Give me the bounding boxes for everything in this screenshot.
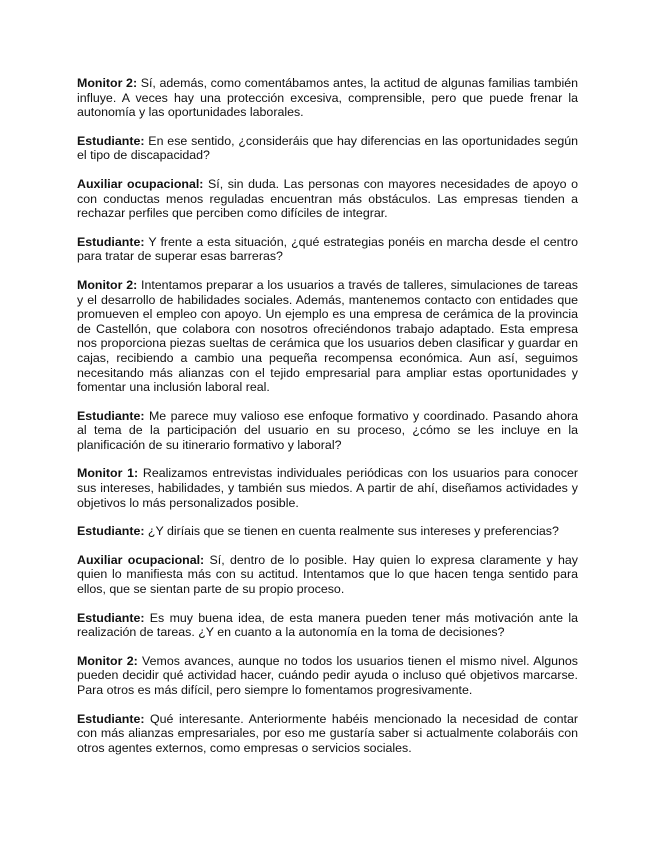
transcript-paragraph [77, 134, 578, 163]
speech-text: Sí, sin duda. Las personas con mayores necesidades de apoyo o con conductas menos reguladas encuentran más obstáculos. Las empresas tienden a rechazar perfiles que perciben como difíciles de integrar. [77, 176, 579, 221]
document-page [77, 76, 578, 769]
speaker-label: Monitor 2: [77, 653, 138, 668]
transcript-paragraph [77, 654, 578, 698]
transcript-paragraph [77, 177, 578, 221]
speech-text: Intentamos preparar a los usuarios a través de talleres, simulaciones de tareas y el desarrollo de habilidades sociales. Además, mantenemos contacto con entidades que promueven el empleo con apoyo. Un ejemplo es una empresa de cerámica de la provincia de Castellón, que colabora con nosotros ofreciéndonos trabajo adaptado. Esta empresa nos proporciona piezas sueltas de cerámica que los usuarios deben clasificar y guardar en cajas, recibiendo a cambio una pequeña recompensa económica. Aun así, seguimos necesitando más alianzas con el tejido empresarial para ampliar estas oportunidades y fomentar una inclusión laboral real. [77, 277, 578, 395]
speech-text: Sí, además, como comentábamos antes, la actitud de algunas familias también influye. A veces hay una protección excesiva, comprensible, pero que puede frenar la autonomía y las oportunidades laborales. [77, 76, 578, 120]
speech-text: Qué interesante. Anteriormente habéis mencionado la necesidad de contar con más alianzas empresariales, por eso me gustaría saber si actualmente colaboráis con otros agentes externos, como empresas o servicios sociales. [77, 711, 578, 755]
speech-text: ¿Y diríais que se tienen en cuenta realmente sus intereses y preferencias? [144, 524, 559, 539]
speech-text: Vemos avances, aunque no todos los usuarios tienen el mismo nivel. Algunos pueden decidir qué actividad hacer, cuándo pedir ayuda o incluso qué objetivos marcarse. Para otros es más difícil, pero siempre lo fomentamos progresivamente. [77, 653, 578, 697]
speaker-label: Estudiante: [77, 234, 145, 249]
speech-text: En ese sentido, ¿consideráis que hay diferencias en las oportunidades según el tipo de discapacidad? [77, 133, 578, 163]
speaker-label: Estudiante: [77, 524, 145, 539]
speaker-label: Estudiante: [77, 408, 145, 423]
transcript-paragraph [77, 524, 578, 539]
speaker-label: Monitor 1: [77, 466, 139, 481]
speaker-label: Estudiante: [77, 133, 145, 148]
speech-text: Sí, dentro de lo posible. Hay quien lo expresa claramente y hay quien lo manifiesta más con su actitud. Intentamos que lo que hacen tenga sentido para ellos, que se sientan parte de su propio proceso. [77, 552, 578, 597]
speech-text: Y frente a esta situación, ¿qué estrategias ponéis en marcha desde el centro para tratar de superar esas barreras? [77, 234, 578, 264]
speaker-label: Monitor 2: [77, 277, 138, 292]
speaker-label: Auxiliar ocupacional: [77, 176, 204, 191]
speaker-label: Monitor 2: [77, 76, 138, 90]
speech-text: Realizamos entrevistas individuales periódicas con los usuarios para conocer sus intereses, habilidades, y también sus miedos. A partir de ahí, diseñamos actividades y objetivos lo más personalizados posible. [77, 466, 578, 510]
transcript-paragraph [77, 553, 578, 597]
transcript-paragraph [77, 235, 578, 264]
transcript-paragraph [77, 278, 578, 395]
speaker-label: Estudiante: [77, 711, 145, 726]
transcript-paragraph [77, 466, 578, 510]
transcript-paragraph [77, 611, 578, 640]
speaker-label: Estudiante: [77, 610, 145, 625]
speech-text: Es muy buena idea, de esta manera pueden tener más motivación ante la realización de tareas. ¿Y en cuanto a la autonomía en la toma de decisiones? [77, 610, 578, 640]
transcript-paragraph [77, 76, 578, 120]
transcript-paragraph [77, 712, 578, 756]
speaker-label: Auxiliar ocupacional: [77, 552, 205, 567]
transcript-paragraph [77, 409, 578, 453]
speech-text: Me parece muy valioso ese enfoque formativo y coordinado. Pasando ahora al tema de la participación del usuario en su proceso, ¿cómo se les incluye en la planificación de su itinerario formativo y laboral? [77, 408, 578, 452]
